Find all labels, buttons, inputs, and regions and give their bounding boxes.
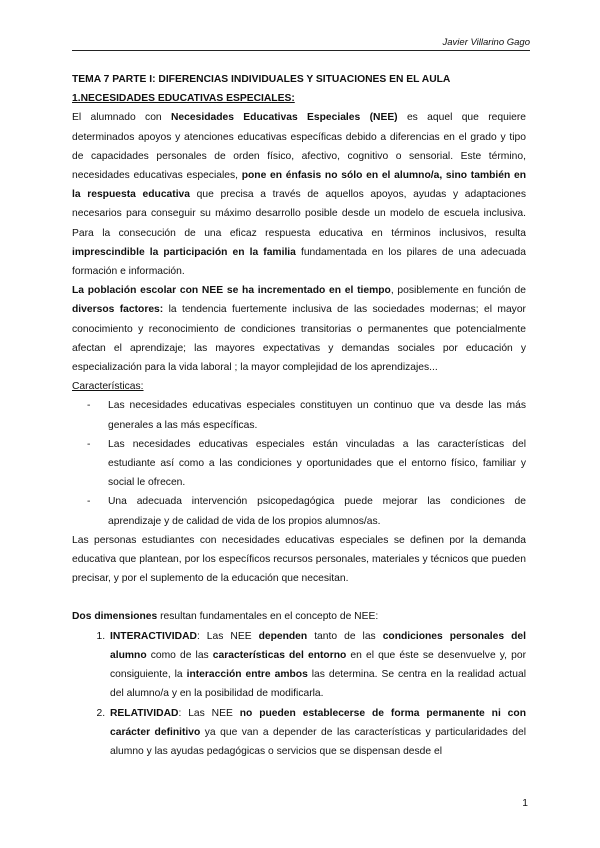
bold-run: La población escolar con NEE se ha incrementado en el tiempo <box>72 285 391 297</box>
section-heading: 1.NECESIDADES EDUCATIVAS ESPECIALES: <box>72 93 295 105</box>
header-divider <box>72 50 530 51</box>
header-author: Javier Villarino Gago <box>442 37 530 48</box>
text-run: resultan fundamentales en el concepto de NEE: <box>157 611 379 623</box>
list-item-interactividad <box>108 627 526 704</box>
bold-run: diversos factores: <box>72 304 164 316</box>
paragraph-spacer <box>72 588 526 607</box>
bold-run: RELATIVIDAD <box>110 707 179 719</box>
bold-run: características del entorno <box>212 649 347 661</box>
bold-run: INTERACTIVIDAD <box>110 630 197 642</box>
paragraph-poblacion-escolar <box>72 281 526 377</box>
list-item-relatividad <box>108 704 526 762</box>
text-run: El alumnado con <box>72 112 171 124</box>
paragraph-personas-estudiantes: Las personas estudiantes con necesidades educativas especiales se definen por la demanda educativa que plantean, por los específicos recursos personales, materiales y técnicos que pueden precisar, y por el suplemento de la educación que necesitan. <box>72 534 526 585</box>
text-run: tanto de las <box>307 630 383 642</box>
bold-run: imprescindible la participación en la familia <box>72 246 296 258</box>
text-run: como de las <box>146 649 213 661</box>
bold-run: Dos dimensiones <box>72 611 158 623</box>
paragraph-dimensiones-lead <box>72 607 526 626</box>
text-run: la tendencia fuertemente inclusiva de las sociedades modernas; el mayor conocimiento y reconocimiento de condiciones transitorias o permanentes que potencialmente afectan el aprendizaje; las mayores expectativas y demandas sociales por educación y especialización para la vida laboral ; la mayor complejidad de los aprendizajes... <box>72 304 526 374</box>
paragraph-nee-definition <box>72 108 526 281</box>
bold-run: Necesidades Educativas Especiales (NEE) <box>171 112 398 124</box>
list-item: - Una adecuada intervención psicopedagógica puede mejorar las condiciones de aprendizaje y de calidad de vida de los propios alumnos/as. <box>108 492 526 530</box>
text-run: que precisa a través de aquellos apoyos, ayudas y adaptaciones necesarios para conseguir su máximo desarrollo posible desde un modelo de escuela inclusiva. Para la consecución de una eficaz respuesta educativa en términos inclusivos, resulta <box>72 189 526 239</box>
document-title: TEMA 7 PARTE I: DIFERENCIAS INDIVIDUALES Y SITUACIONES EN EL AULA <box>72 74 451 85</box>
dimensiones-list <box>72 627 526 761</box>
bold-run: no pueden establecerse de forma permanente ni con carácter definitivo <box>110 707 526 738</box>
caracteristicas-list <box>72 396 526 530</box>
bold-run: interacción entre ambos <box>186 669 308 681</box>
page-number: 1 <box>522 798 528 809</box>
bold-run: condiciones personales del alumno <box>110 630 526 661</box>
document-body <box>72 70 526 761</box>
text-run: es aquel que requiere determinados apoyos y atenciones educativas específicas debido a diferencias en el grado y tipo de capacidades personales de orden físico, afectivo, cognitivo o sensorial. Este término, necesidades educativas especiales, <box>72 112 526 182</box>
text-run: en el que éste se desenvuelve y, por consiguiente, la <box>110 649 526 681</box>
text-run: : Las NEE <box>178 707 240 719</box>
text-run: las determina. Se centra en la realidad actual del alumno/a y en la posibilidad de modificarla. <box>110 669 526 700</box>
text-run: : Las NEE <box>196 630 259 642</box>
caracteristicas-heading: Características: <box>72 381 144 393</box>
text-run: fundamentada en los pilares de una adecuada formación e información. <box>72 246 526 278</box>
text-run: , posiblemente en función de <box>390 285 526 297</box>
list-item: - Las necesidades educativas especiales constituyen un continuo que va desde las más generales a las más específicas. <box>108 396 526 434</box>
text-run: ya que van a depender de las características y particularidades del alumno y las ayudas pedagógicas o servicios que se dispensan desde el <box>110 726 526 757</box>
bold-run: dependen <box>258 630 308 642</box>
list-item: - Las necesidades educativas especiales están vinculadas a las características del estudiante así como a las condiciones y oportunidades que el entorno físico, familiar y social le ofrecen. <box>108 435 526 493</box>
bold-run: pone en énfasis no sólo en el alumno/a, sino también en la respuesta educativa <box>72 170 526 201</box>
